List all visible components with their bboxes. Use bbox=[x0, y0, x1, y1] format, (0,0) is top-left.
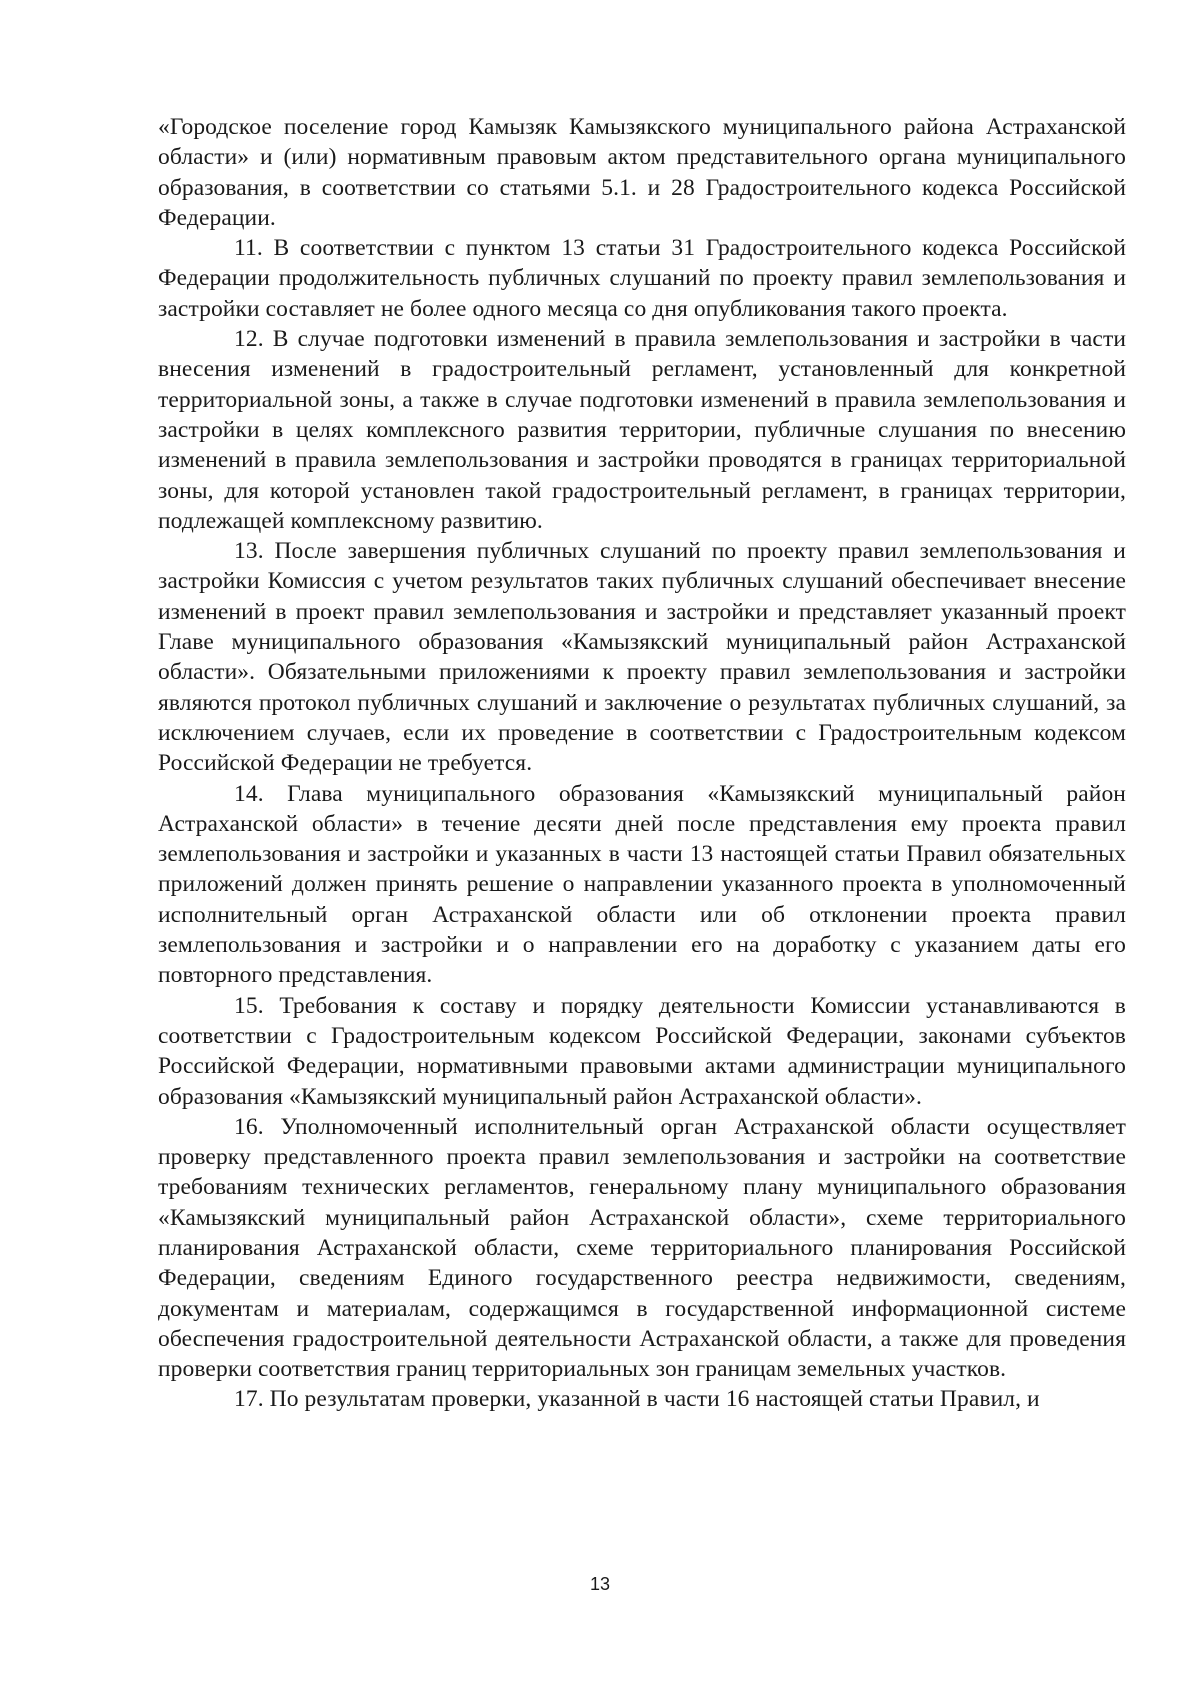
paragraph-14: 14. Глава муниципального образования «Камызякский муниципальный район Астраханской области» в течение десяти дней после представления ему проекта правил землепользования и застройки и указанных в части 13 настоящей статьи Правил обязательных приложений должен принять решение о направлении указанного проекта в уполномоченный исполнительный орган Астраханской области или об отклонении проекта правил землепользования и застройки и о направлении его на доработку с указанием даты его повторного представления. bbox=[158, 780, 1126, 989]
paragraph-12: 12. В случае подготовки изменений в правила землепользования и застройки в части внесения изменений в градостроительный регламент, установленный для конкретной территориальной зоны, а также в случае подготовки изменений в правила землепользования и застройки в целях комплексного развития территории, публичные слушания по внесению изменений в правила землепользования и застройки проводятся в границах территориальной зоны, для которой установлен такой градостроительный регламент, в границах территории, подлежащей комплексному развитию. bbox=[158, 326, 1126, 534]
paragraph-11: 11. В соответствии с пунктом 13 статьи 31 Градостроительного кодекса Российской Федерации продолжительность публичных слушаний по проекту правил землепользования и застройки составляет не более одного месяца со дня опубликования такого проекта. bbox=[158, 235, 1126, 322]
document-body bbox=[158, 112, 1126, 1415]
paragraph-17: 17. По результатам проверки, указанной в части 16 настоящей статьи Правил, и bbox=[234, 1386, 1040, 1413]
paragraph-continuation: «Городское поселение город Камызяк Камызякского муниципального района Астраханской области» и (или) нормативным правовым актом представительного органа муниципального образования, в соответствии со статьями 5.1. и 28 Градостроительного кодекса Российской Федерации. bbox=[158, 114, 1126, 231]
page-number: 13 bbox=[589, 1574, 611, 1594]
paragraph-15: 15. Требования к составу и порядку деятельности Комиссии устанавливаются в соответствии с Градостроительным кодексом Российской Федерации, законами субъектов Российской Федерации, нормативными правовыми актами администрации муниципального образования «Камызякский муниципальный район Астраханской области». bbox=[158, 992, 1126, 1110]
paragraph-16: 16. Уполномоченный исполнительный орган Астраханской области осуществляет проверку представленного проекта правил землепользования и застройки на соответствие требованиям технических регламентов, генеральному плану муниципального образования «Камызякский муниципальный район Астраханской области», схеме территориального планирования Астраханской области, схеме территориального планирования Российской Федерации, сведениям Единого государственного реестра недвижимости, сведениям, документам и материалам, содержащимся в государственной информационной системе обеспечения градостроительной деятельности Астраханской области, а также для проведения проверки соответствия границ территориальных зон границам земельных участков. bbox=[158, 1113, 1126, 1383]
paragraph-13: 13. После завершения публичных слушаний по проекту правил землепользования и застройки Комиссия с учетом результатов таких публичных слушаний обеспечивает внесение изменений в проект правил землепользования и застройки и представляет указанный проект Главе муниципального образования «Камызякский муниципальный район Астраханской области». Обязательными приложениями к проекту правил землепользования и застройки являются протокол публичных слушаний и заключение о результатах публичных слушаний, за исключением случаев, если их проведение в соответствии с Градостроительным кодексом Российской Федерации не требуется. bbox=[158, 538, 1126, 777]
